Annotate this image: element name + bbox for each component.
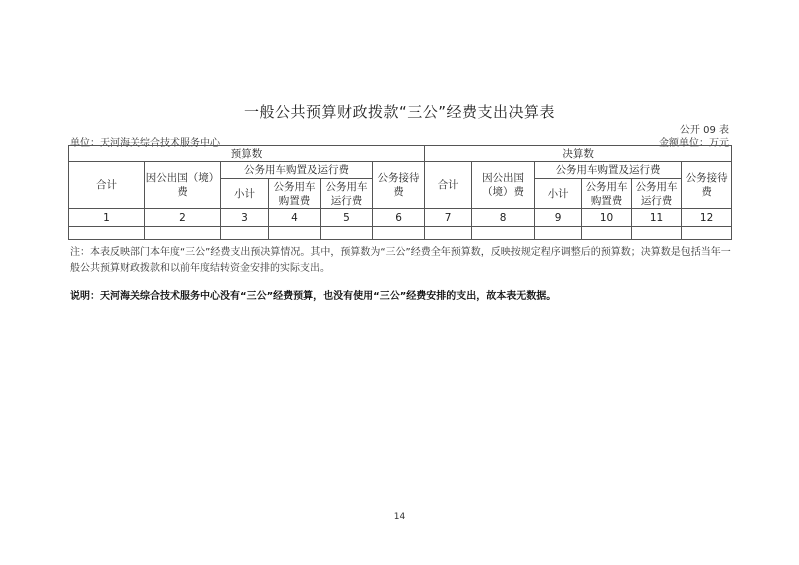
index-cell: 1 [69,209,145,226]
index-cell: 6 [373,209,425,226]
budget-vehicle-operation-header: 公务用车运行费 [321,178,373,209]
budget-total-header: 合计 [69,162,145,209]
data-cell [535,226,582,239]
budget-vehicle-purchase-header: 公务用车购置费 [269,178,321,209]
budget-header: 预算数 [69,146,425,162]
data-cell [682,226,732,239]
data-cell [425,226,472,239]
final-reception-header: 公务接待费 [682,162,732,209]
final-subtotal-header: 小计 [535,178,582,209]
final-vehicle-group-header: 公务用车购置及运行费 [535,162,682,178]
index-cell: 10 [582,209,632,226]
index-cell: 11 [632,209,682,226]
index-cell: 3 [221,209,269,226]
data-cell [373,226,425,239]
three-public-expenses-table [68,145,732,240]
data-cell [472,226,535,239]
table-note: 注：本表反映部门本年度“三公”经费支出预决算情况。其中，预算数为“三公”经费全年预算数，反映按规定程序调整后的预算数；决算数是包括当年一般公共预算财政拨款和以前年度结转资金安排的实际支出。 [70,247,731,274]
final-header: 决算数 [425,146,732,162]
page-number: 14 [393,512,406,522]
data-row-empty [69,226,732,239]
data-cell [221,226,269,239]
amount-unit: 金额单位：万元 [659,138,729,149]
budget-vehicle-group-header: 公务用车购置及运行费 [221,162,373,178]
budget-subtotal-header: 小计 [221,178,269,209]
page-title: 一般公共预算财政拨款“三公”经费支出决算表 [243,103,556,121]
index-cell: 8 [472,209,535,226]
index-cell: 2 [145,209,221,226]
index-row [69,209,732,226]
form-code: 公开 09 表 [679,125,729,136]
index-cell: 12 [682,209,732,226]
data-cell [269,226,321,239]
budget-reception-header: 公务接待费 [373,162,425,209]
data-cell [69,226,145,239]
final-total-header: 合计 [425,162,472,209]
data-cell [321,226,373,239]
data-cell [145,226,221,239]
final-vehicle-operation-header: 公务用车运行费 [632,178,682,209]
index-cell: 9 [535,209,582,226]
index-cell: 4 [269,209,321,226]
data-cell [632,226,682,239]
explanation: 说明：天河海关综合技术服务中心没有“三公”经费预算，也没有使用“三公”经费安排的支出，故本表无数据。 [70,291,557,302]
unit-label: 单位：天河海关综合技术服务中心 [70,138,220,149]
final-abroad-header: 因公出国（境）费 [472,162,535,209]
index-cell: 5 [321,209,373,226]
final-vehicle-purchase-header: 公务用车购置费 [582,178,632,209]
header-row-2 [69,162,732,178]
budget-abroad-header: 因公出国（境）费 [145,162,221,209]
header-row-1 [69,146,732,162]
data-cell [582,226,632,239]
index-cell: 7 [425,209,472,226]
